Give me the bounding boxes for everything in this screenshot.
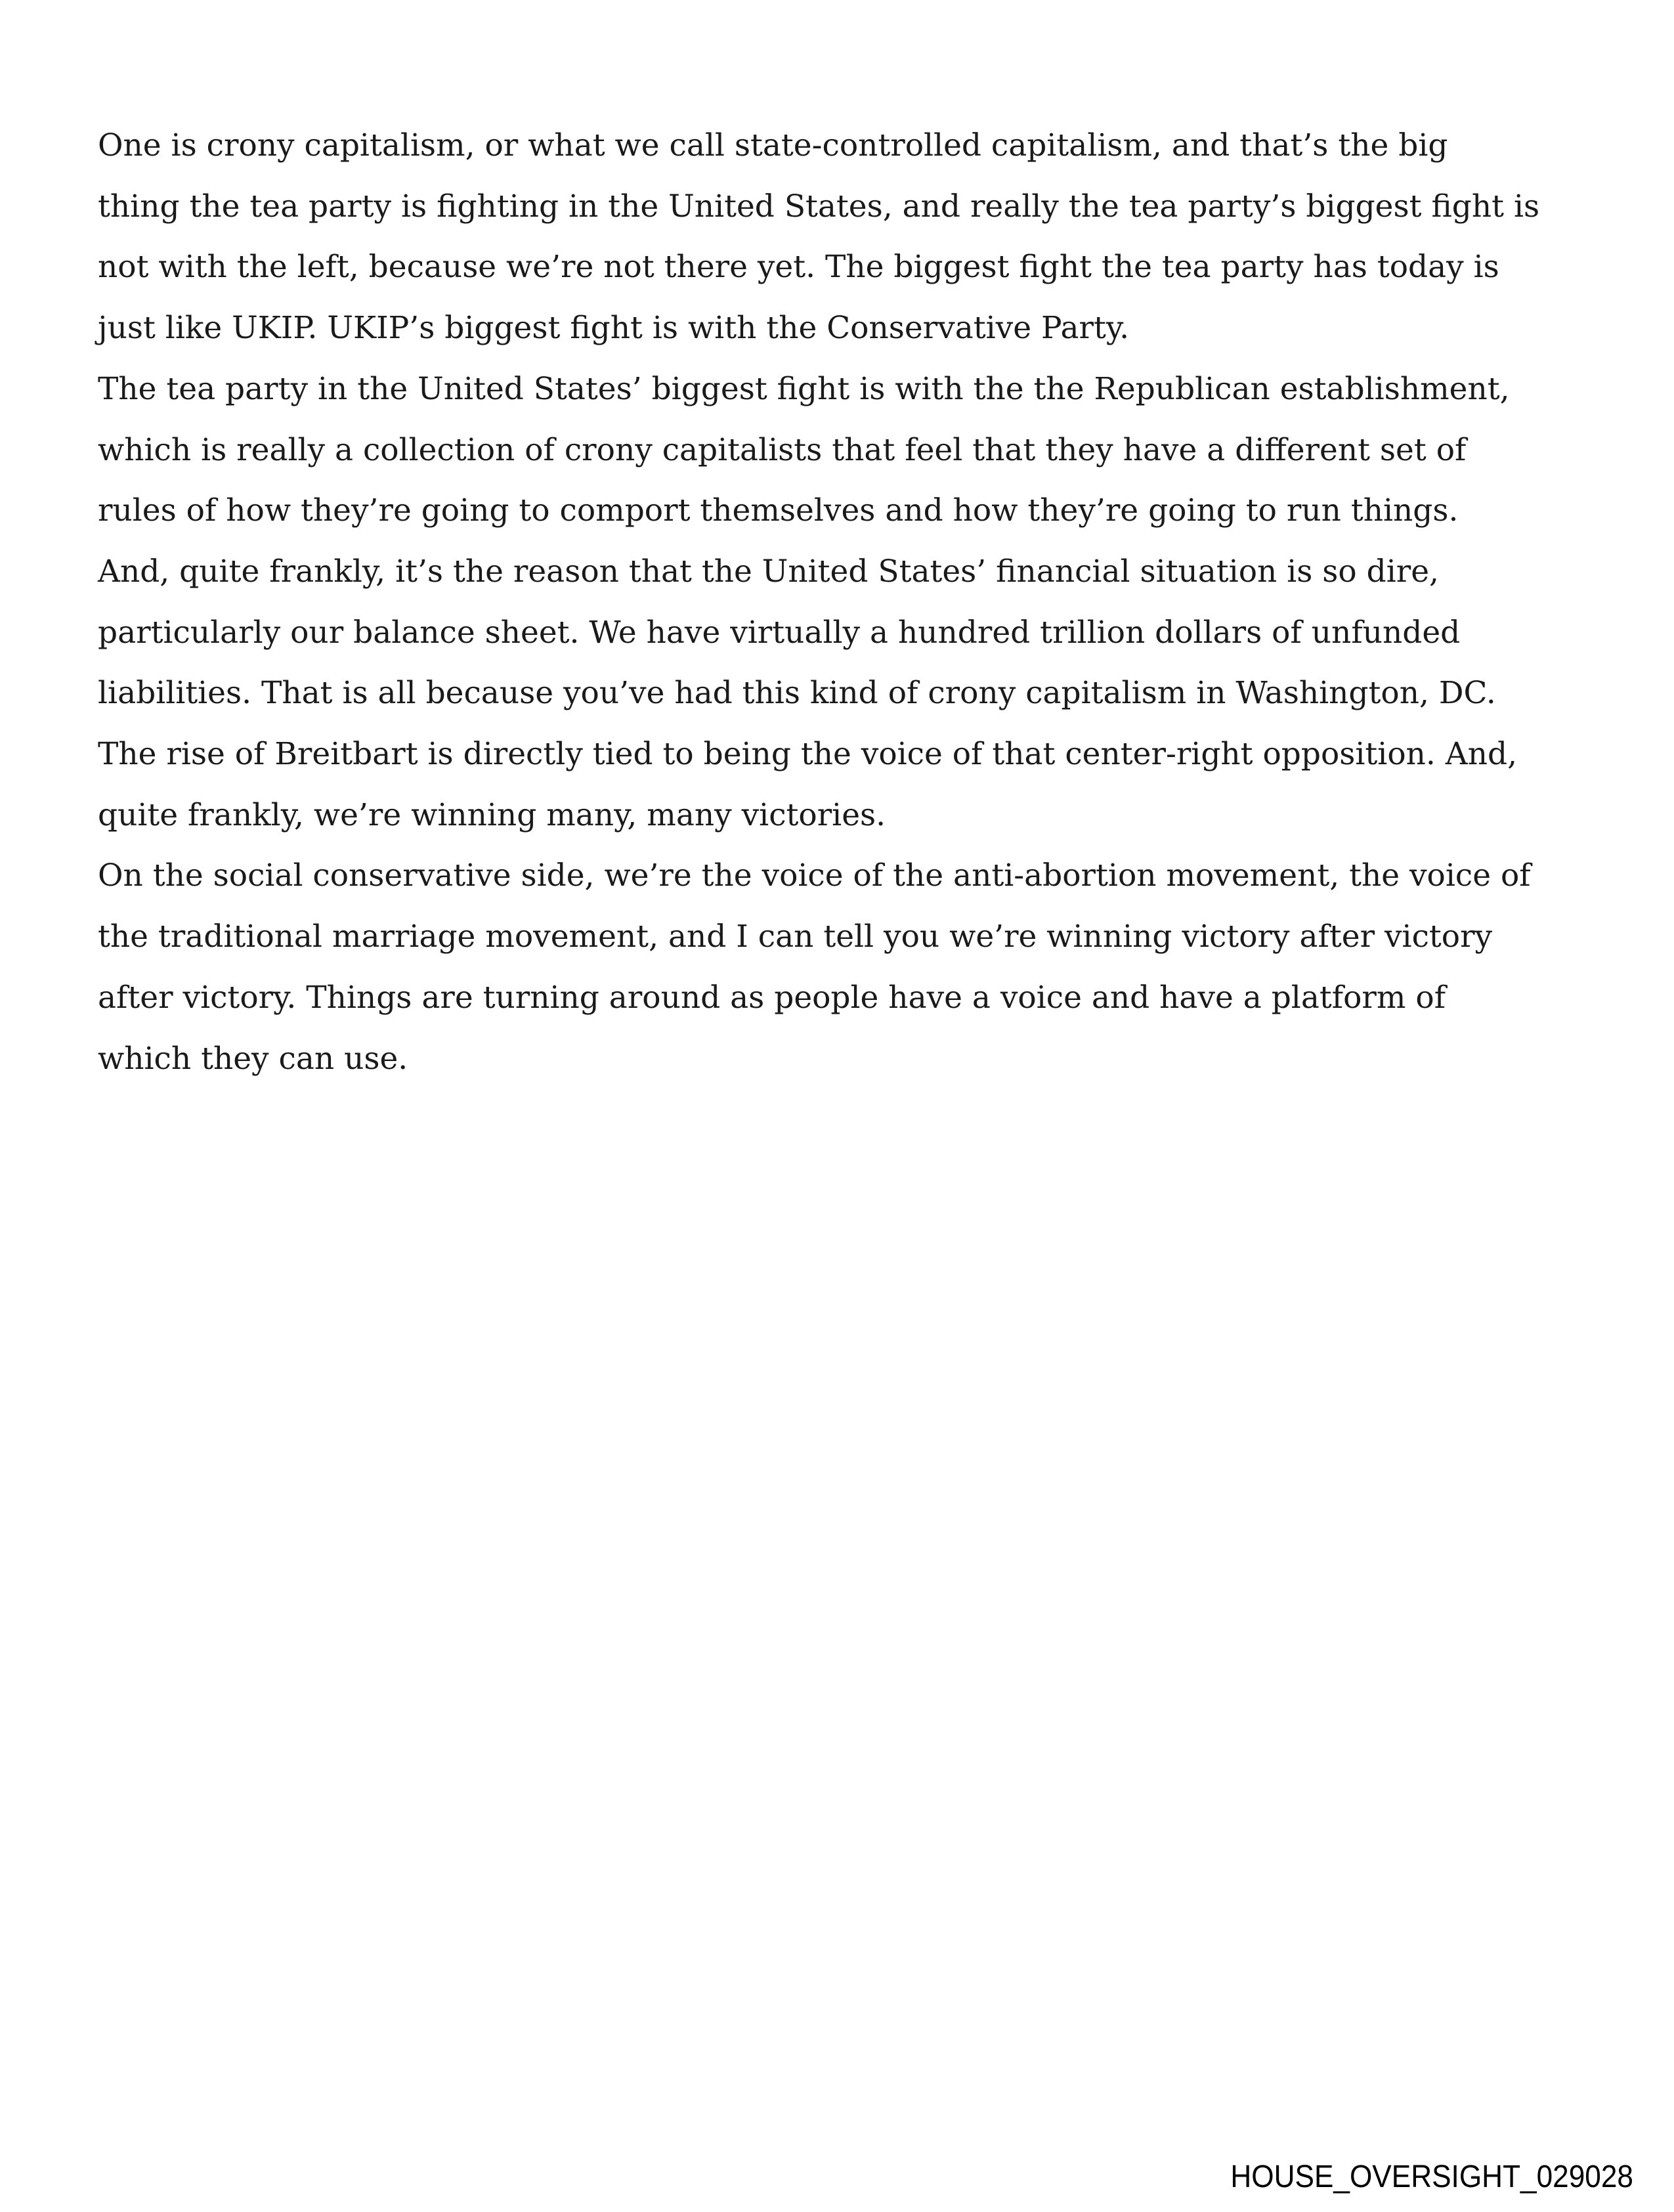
- text-line: One is crony capitalism, or what we call state-controlled capitalism, and that’s the big: [98, 127, 1448, 163]
- text-line: On the social conservative side, we’re the voice of the anti-abortion movement, the voice of: [98, 857, 1531, 894]
- text-line: particularly our balance sheet. We have virtually a hundred trillion dollars of unfunded: [98, 614, 1461, 651]
- text-line: which is really a collection of crony capitalists that feel that they have a different set of: [98, 431, 1467, 468]
- text-line: quite frankly, we’re winning many, many victories.: [98, 796, 886, 833]
- text-line: the traditional marriage movement, and I can tell you we’re winning victory after victory: [98, 919, 1493, 955]
- text-line: And, quite frankly, it’s the reason that the United States’ financial situation is so dire,: [98, 553, 1439, 590]
- text-line: The tea party in the United States’ biggest fight is with the the Republican establishment,: [98, 370, 1510, 407]
- bates-number: HOUSE_OVERSIGHT_029028: [1230, 2159, 1633, 2194]
- text-line: thing the tea party is fighting in the United States, and really the tea party’s biggest fight is: [98, 188, 1540, 225]
- text-line: rules of how they’re going to comport themselves and how they’re going to run things.: [98, 492, 1459, 529]
- text-line: which they can use.: [98, 1040, 408, 1077]
- document-body: [98, 116, 1539, 1089]
- text-line: after victory. Things are turning around as people have a voice and have a platform of: [98, 979, 1446, 1016]
- text-line: The rise of Breitbart is directly tied to being the voice of that center-right opposition. And,: [98, 736, 1518, 773]
- text-line: not with the left, because we’re not there yet. The biggest fight the tea party has today is: [98, 249, 1499, 286]
- text-line: liabilities. That is all because you’ve had this kind of crony capitalism in Washington, DC.: [98, 675, 1496, 712]
- text-line: just like UKIP. UKIP’s biggest fight is with the Conservative Party.: [98, 310, 1130, 347]
